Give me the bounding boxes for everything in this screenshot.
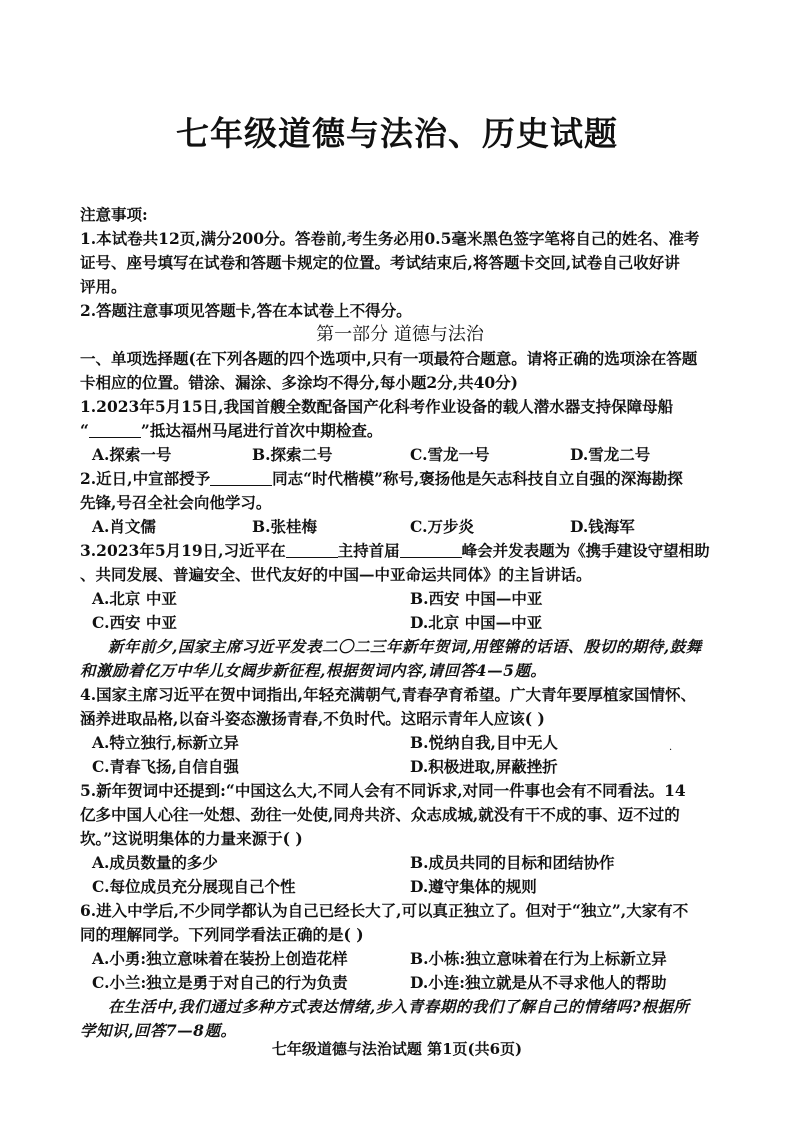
- q6-option-d: D.小连:独立就是从不寻求他人的帮助: [410, 973, 667, 992]
- notice-line-4: 2.答题注意事项见答题卡,答在本试卷上不得分。: [80, 301, 412, 320]
- q6-option-a: A.小勇:独立意味着在装扮上创造花样: [92, 949, 348, 968]
- part1-instructions: [80, 347, 720, 395]
- q6-line-2: 同的理解同学。下列同学看法正确的是( ): [80, 925, 364, 944]
- q5-line-3: 坎。”这说明集体的力量来源于( ): [80, 829, 303, 848]
- q1-options: [80, 443, 720, 467]
- q3-answer-blank-1: [286, 541, 338, 558]
- q1-answer-blank: [89, 421, 141, 438]
- notice-block: [80, 203, 720, 323]
- q6-options-row-1: [80, 947, 720, 971]
- q4-options-row-2: [80, 755, 720, 779]
- q3-line-1-mid: 主持首届: [337, 541, 400, 560]
- q4-option-c: C.青春飞扬,自信自强: [92, 757, 239, 776]
- q3-options-row-1: [80, 587, 720, 611]
- q4-option-b: B.悦纳自我,目中无人: [410, 733, 558, 752]
- exam-title: 七年级道德与法治、历史试题: [176, 114, 618, 153]
- q2-line-1-pre: 2.近日,中宣部授予: [80, 469, 211, 488]
- page-footer: 七年级道德与法治试题 第1页(共6页): [271, 1040, 523, 1058]
- q5-options-row-1: [80, 851, 720, 875]
- q2-option-a: A.肖文儒: [92, 517, 156, 536]
- notice-line-3: 评用。: [80, 277, 127, 296]
- q6-option-b: B.小栋:独立意味着在行为上标新立异: [410, 949, 667, 968]
- q1-option-c: C.雪龙一号: [410, 445, 490, 464]
- q5-line-2: 亿多中国人心往一处想、劲往一处使,同舟共济、众志成城,就没有干不成的事、迈不过的: [80, 805, 680, 824]
- question-6: [80, 899, 720, 995]
- notice-line-2: 证号、座号填写在试卷和答题卡规定的位置。考试结束后,将答题卡交回,试卷自己收好讲: [80, 253, 680, 272]
- q1-quote-open: “: [80, 421, 89, 440]
- material-2-line-2: 学知识,回答7—8题。: [80, 1021, 237, 1040]
- q4-options-row-1: [80, 731, 720, 755]
- question-4: [80, 683, 720, 779]
- part1-line-2: 卡相应的位置。错涂、漏涂、多涂均不得分,每小题2分,共40分): [80, 373, 518, 392]
- q1-line-1: 1.2023年5月15日,我国首艘全数配备国产化科考作业设备的载人潜水器支持保障母船: [80, 397, 674, 416]
- q3-option-c: C.西安 中亚: [92, 613, 177, 632]
- q2-options: [80, 515, 720, 539]
- notice-line-1: 1.本试卷共12页,满分200分。答卷前,考生务必用0.5毫米黑色签字笔将自己的姓名、准考: [80, 229, 700, 248]
- q2-line-1-post: 同志“时代楷模”称号,褒扬他是矢志科技自立自强的深海勘探: [272, 469, 683, 488]
- material-2: [80, 995, 720, 1043]
- q1-option-b: B.探索二号: [252, 445, 333, 464]
- q5-options-row-2: [80, 875, 720, 899]
- q2-line-1: [80, 467, 720, 491]
- q1-option-d: D.雪龙二号: [570, 445, 651, 464]
- q4-line-2: 涵养进取品格,以奋斗姿态激扬青春,不负时代。这昭示青年人应该( ): [80, 709, 545, 728]
- q6-option-c: C.小兰:独立是勇于对自己的行为负责: [92, 973, 348, 992]
- q3-options-row-2: [80, 611, 720, 635]
- q5-option-b: B.成员共同的目标和团结协作: [410, 853, 615, 872]
- q1-line-2: [80, 419, 720, 443]
- q3-line-1-pre: 3.2023年5月19日,习近平在: [80, 541, 286, 560]
- q6-options-row-2: [80, 971, 720, 995]
- q6-line-1: 6.进入中学后,不少同学都认为自己已经长大了,可以真正独立了。但对于“独立”,大家有不: [80, 901, 689, 920]
- q2-line-2: 先锋,号召全社会向他学习。: [80, 493, 272, 512]
- part1-line-1: 一、单项选择题(在下列各题的四个选项中,只有一项最符合题意。请将正确的选项涂在答题: [80, 349, 698, 368]
- q5-option-c: C.每位成员充分展现自己个性: [92, 877, 296, 896]
- q3-option-d: D.北京 中国—中亚: [410, 613, 543, 632]
- q1-option-a: A.探索一号: [92, 445, 172, 464]
- q4-line-1: 4.国家主席习近平在贺中词指出,年轻充满朝气,青春孕育希望。广大青年要厚植家国情怀、: [80, 685, 696, 704]
- q3-option-b: B.西安 中国—中亚: [410, 589, 543, 608]
- q5-option-a: A.成员数量的多少: [92, 853, 218, 872]
- q2-option-b: B.张桂梅: [252, 517, 317, 536]
- material-1: [80, 635, 720, 683]
- stray-mark: ·: [669, 745, 673, 756]
- question-1: [80, 395, 720, 467]
- material-1-line-2: 和激励着亿万中华儿女阔步新征程,根据贺词内容,请回答4—5题。: [80, 661, 547, 680]
- q2-option-c: C.万步炎: [410, 517, 474, 536]
- q1-line-2-text: ”抵达福州马尾进行首次中期检查。: [140, 421, 383, 440]
- q2-option-d: D.钱海军: [570, 517, 635, 536]
- section-title: 第一部分 道德与法治: [316, 324, 484, 345]
- q4-option-a: A.特立独行,标新立异: [92, 733, 239, 752]
- q3-line-1-post: 峰会并发表题为《携手建设守望相助: [461, 541, 710, 560]
- notice-heading: 注意事项:: [80, 205, 148, 224]
- question-5: [80, 779, 720, 899]
- q3-answer-blank-2: [400, 541, 462, 558]
- q3-line-2: 、共同发展、普遍安全、世代友好的中国—中亚命运共同体》的主旨讲话。: [80, 565, 592, 584]
- q3-option-a: A.北京 中亚: [92, 589, 177, 608]
- q2-answer-blank: [210, 469, 272, 486]
- question-2: [80, 467, 720, 539]
- q5-line-1: 5.新年贺词中还提到:“中国这么大,不同人会有不同诉求,对同一件事也会有不同看法。14: [80, 781, 686, 800]
- question-3: [80, 539, 720, 635]
- q5-option-d: D.遵守集体的规则: [410, 877, 537, 896]
- q4-option-d: D.积极进取,屏蔽挫折: [410, 757, 558, 776]
- q3-line-1: [80, 539, 720, 563]
- material-2-line-1: 在生活中,我们通过多种方式表达情绪,步入青春期的我们了解自己的情绪吗?根据所: [108, 997, 690, 1016]
- material-1-line-1: 新年前夕,国家主席习近平发表二〇二三年新年贺词,用铿锵的话语、殷切的期待,鼓舞: [108, 637, 702, 656]
